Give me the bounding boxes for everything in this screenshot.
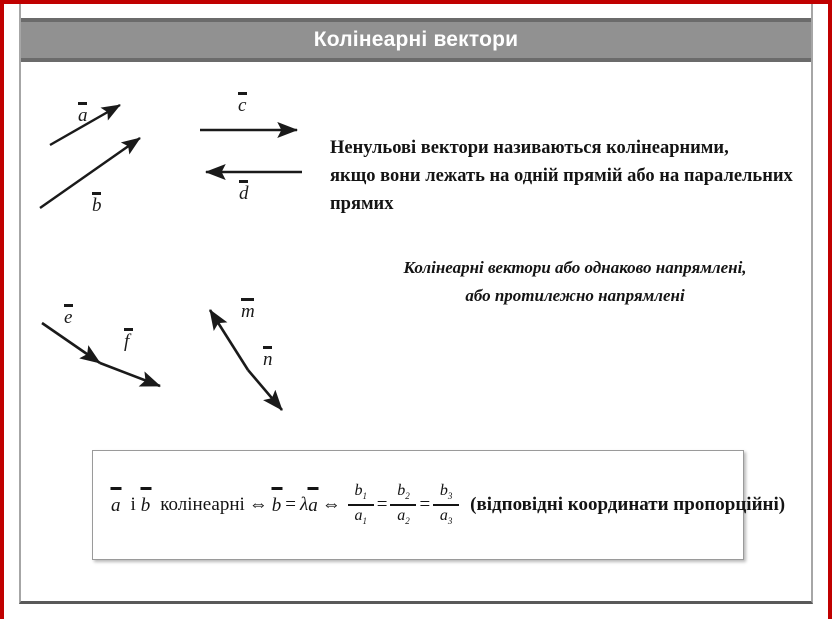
- formula-vector-a2: a: [308, 496, 318, 515]
- collinearity-formula: [111, 451, 785, 559]
- definition-line-1: Ненульові вектори називаються колінеарними,: [330, 138, 729, 158]
- formula-fraction-3: $\frac{b_3}{a_3}$: [433, 483, 459, 526]
- definition-text: [330, 134, 810, 218]
- vector-label-c: c: [238, 92, 247, 115]
- note-line-2: або протилежно напрямлені: [465, 285, 685, 305]
- slide-title-bar: [21, 18, 811, 62]
- formula-tail-text: (відповідні координати пропорційні): [470, 494, 786, 515]
- vector-arrow-b: [40, 138, 140, 208]
- formula-vector-b2: b: [272, 496, 282, 515]
- note-line-1: Колінеарні вектори або однаково напрямлені,: [403, 258, 747, 277]
- formula-lambda: λ: [300, 494, 309, 515]
- vector-label-n: n: [263, 346, 273, 369]
- page-border-right: [828, 0, 832, 619]
- definition-line-3: прямих: [330, 194, 394, 215]
- formula-fraction-1: $\frac{b_1}{a_1}$: [348, 483, 374, 526]
- vector-label-b: b: [92, 192, 102, 215]
- vector-arrow-e: [42, 323, 100, 363]
- formula-equals: =: [285, 494, 296, 515]
- formula-frac-separator-1: =: [376, 494, 388, 515]
- formula-and-word: і: [130, 494, 136, 515]
- vector-group-opposite-horizontal: [200, 130, 302, 172]
- formula-frac-separator-2: =: [419, 494, 431, 515]
- formula-collinear-word: колінеарні: [160, 494, 245, 515]
- vector-group-same-direction: [42, 323, 160, 386]
- formula-vector-b: b: [141, 496, 151, 515]
- formula-iff-1: ⇔: [248, 494, 268, 515]
- vector-diagrams: [20, 80, 340, 430]
- vector-arrow-f: [100, 363, 160, 386]
- vector-label-a: a: [78, 102, 88, 125]
- formula-box: [92, 450, 786, 560]
- page-border-left: [0, 0, 4, 619]
- vector-arrow-n: [248, 370, 282, 410]
- vector-label-d: d: [239, 180, 249, 203]
- vector-label-m: m: [241, 298, 255, 321]
- formula-fraction-2: $\frac{b_2}{a_2}$: [390, 483, 416, 526]
- vector-label-f: f: [124, 328, 133, 351]
- vector-label-e: e: [64, 304, 73, 327]
- page-title: Колінеарні вектори: [313, 28, 519, 51]
- formula-iff-2: ⇔: [321, 494, 341, 515]
- vector-diagram-svg: [20, 80, 340, 430]
- definition-line-2: якщо вони лежать на одній прямій або на паралельних: [330, 166, 793, 187]
- formula-vector-a: a: [111, 496, 121, 515]
- vector-group-parallel: [40, 105, 140, 208]
- note-text: [350, 254, 800, 309]
